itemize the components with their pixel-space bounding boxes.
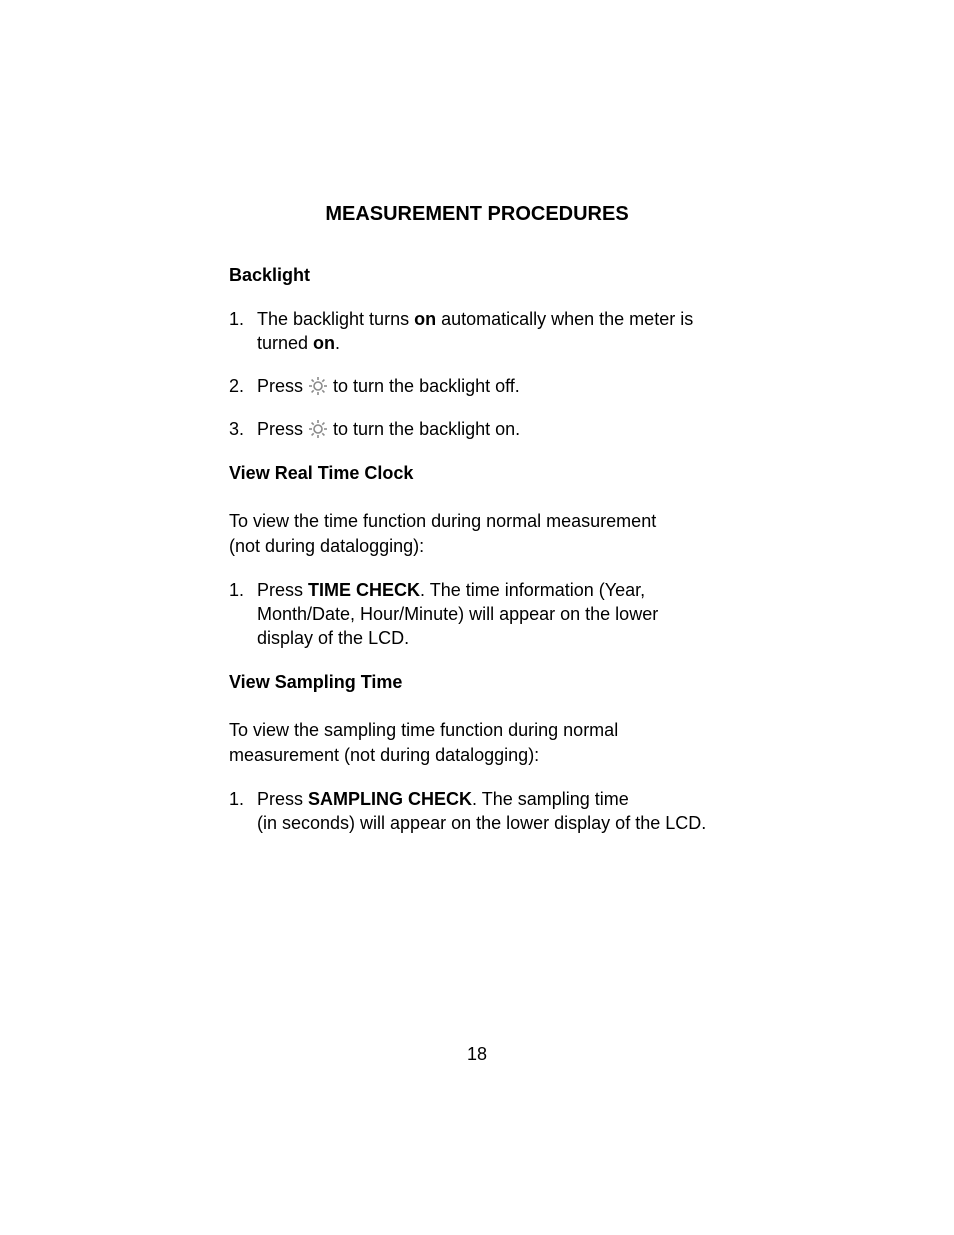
step-text [257,578,749,650]
step-text [257,307,749,355]
step-text-part: . [335,333,341,353]
backlight-sun-icon [308,419,328,439]
step-bold-text: TIME CHECK [308,580,421,600]
step-number: 1. [229,580,245,600]
step-number: 1. [229,309,245,329]
step-text-part: Press [257,419,304,439]
backlight-step-3 [229,417,749,441]
backlight-sun-icon [308,376,328,396]
sampling-heading: View Sampling Time [229,672,403,692]
backlight-heading: Backlight [229,265,311,285]
clock-intro [229,509,749,559]
step-text [257,417,749,441]
sampling-intro-line: measurement (not during datalogging): [229,745,540,765]
page-title: MEASUREMENT PROCEDURES [325,203,629,225]
sampling-intro-line: To view the sampling time function during normal [229,720,619,740]
step-text-part: Press [257,580,309,600]
clock-step-1 [229,578,749,650]
step-text-part: Press [257,376,304,396]
clock-heading: View Real Time Clock [229,463,414,483]
step-number: 1. [229,789,245,809]
sampling-intro [229,718,749,768]
step-bold-text: SAMPLING CHECK [308,789,473,809]
clock-intro-line: (not during datalogging): [229,536,425,556]
sampling-step-1 [229,787,749,835]
step-text-part: . The time information (Year, [420,580,646,600]
step-number: 2. [229,376,245,396]
clock-intro-line: To view the time function during normal measurement [229,511,657,531]
backlight-step-1 [229,307,749,355]
page-number: 18 [466,1044,488,1064]
step-number: 3. [229,419,245,439]
step-bold-text: on [313,333,336,353]
step-text [257,374,749,398]
step-text-part: The backlight turns [257,309,415,329]
step-text-part: turned [257,333,314,353]
step-text-part: automatically when the meter is [436,309,694,329]
step-text-line: Month/Date, Hour/Minute) will appear on the lower [257,604,659,624]
backlight-step-2 [229,374,749,398]
step-text-part: to turn the backlight off. [333,376,520,396]
step-text-part: Press [257,789,309,809]
step-text [257,787,749,835]
step-text-line: display of the LCD. [257,628,410,648]
step-bold-text: on [414,309,437,329]
step-text-line: (in seconds) will appear on the lower display of the LCD. [257,813,707,833]
step-text-part: . The sampling time [472,789,629,809]
step-text-part: to turn the backlight on. [333,419,521,439]
